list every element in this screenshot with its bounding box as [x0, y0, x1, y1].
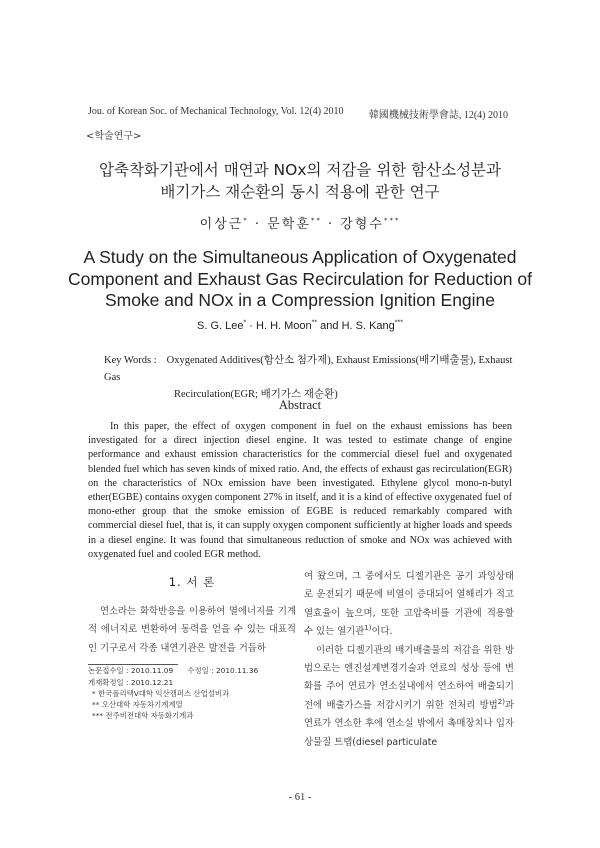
footnote-divider — [88, 664, 178, 665]
citation-1: 1) — [364, 624, 372, 633]
author-ko-1: 이상근 — [199, 217, 244, 232]
korean-title-line2: 배기가스 재순환의 동시 적용에 관한 연구 — [160, 183, 440, 201]
journal-header-ko: 韓國機械技術學會誌, 12(4) 2010 — [368, 110, 508, 121]
article-category: <학술연구> — [86, 131, 142, 142]
citation-2: 2) — [497, 697, 505, 706]
intro-p2-end: 과 연료가 연소한 후에 연소실 밖에서 촉매장치나 입자상물질 트랩(diesel particulate — [304, 699, 514, 748]
affiliation-3: *** 전주비전대학 자동화기계과 — [92, 711, 194, 720]
intro-p2-text: 이러한 디젤기관의 배기배출물의 저감을 위한 방법으로는 엔진설계변경기술과 연료의 성상 등에 변화를 주어 연료가 연소실내에서 연소하여 배출되기 전에 배출가스를 저감시키기 위한 전처리 방법 — [304, 644, 514, 711]
accepted-date: 2010.12.21 — [130, 678, 174, 687]
intro-p1-text: 여 왔으며, 그 중에서도 디젤기관은 공기 과잉상태로 운전되기 때문에 비열이 증대되어 열해리가 적고 열효율이 높으며, 또한 고압축비를 기관에 적용할 수 있는 열기관 — [304, 571, 514, 638]
author-en-1-mark: * — [243, 319, 247, 327]
korean-title-line1: 압축착화기관에서 매연과 NOx의 저감을 위한 함산소성분과 — [99, 161, 501, 179]
footnote-dates-line2 — [88, 678, 303, 688]
abstract-body: In this paper, the effect of oxygen component in fuel on the exhaust emissions has been investigated for a direct injection diesel engine. It was tested to estimate change of engine performance and exhaust emission characteristics for the commercial diesel fuel and oxygenated blended fuel which has seven kinds of mixed ratio. And, the effects of exhaust gas recirculation(EGR) on the characteristics of NOx emission have been investigated. Ethylene glycol mono-n-butyl ether(EGBE) contains oxygen component 27% in itself, and it is a kind of effective oxygenated fuel of mono-ether group that the smoke emission of EGBE is reduced remarkably compared with commercial diesel fuel, that is, it can supply oxygen component sufficiently at higher loads and speeds in a diesel engine. It was found that simultaneous reduction of smoke and NOx was achieved with oxygenated fuel and cooled EGR method. — [88, 421, 512, 560]
footnote-dates-line1 — [88, 666, 303, 676]
keywords-line2: Recirculation(EGR; 배기가스 재순환) — [174, 389, 338, 400]
author-en-1: S. G. Lee — [197, 320, 244, 332]
author-ko-separator: · — [248, 217, 268, 232]
english-title-line3: Smoke and NOx in a Compression Ignition Engine — [104, 290, 496, 310]
english-authors — [0, 320, 600, 332]
intro-paragraph-1 — [304, 568, 514, 642]
author-ko-1-mark: * — [243, 216, 249, 225]
author-ko-2-mark: ** — [310, 216, 322, 225]
author-ko-3: 강형수 — [340, 217, 384, 232]
keywords-line1: Oxygenated Additives(함산소 첨가제), Exhaust Emissions(배기배출물), Exhaust Gas — [104, 355, 513, 383]
section-1-title: 1. 서 론 — [168, 575, 216, 589]
intro-right-column — [304, 568, 514, 752]
received-date: 2010.11.09 — [130, 666, 174, 675]
affiliation-1: * 한국폴리텍V대학 익산캠퍼스 산업설비과 — [92, 689, 230, 698]
english-title-line2: Component and Exhaust Gas Recirculation for Reduction of — [67, 269, 532, 289]
accepted-label: 게재확정일 : — [88, 678, 131, 687]
affiliation-2: ** 오산대학 자동차기계계열 — [92, 700, 183, 709]
author-en-2-mark: ** — [311, 319, 318, 327]
keywords-label: Key Words : — [104, 355, 157, 366]
journal-header-en: Jou. of Korean Soc. of Mechanical Technology, Vol. 12(4) 2010 — [88, 106, 344, 117]
revised-label: 수정일 : — [187, 666, 216, 675]
intro-left-column: 연소라는 화학반응을 이용하여 열에너지를 기계적 에너지로 변환하여 동력을 얻을 수 있는 대표적인 기구로서 각종 내연기관은 발전을 거듭하 — [88, 606, 296, 654]
keywords — [104, 352, 524, 403]
author-ko-separator: · — [321, 217, 341, 232]
abstract-title: Abstract — [278, 398, 322, 412]
author-ko-2: 문학훈 — [267, 217, 311, 232]
author-en-separator: and — [317, 320, 342, 332]
page-number: - 61 - — [288, 792, 312, 803]
english-title-line1: A Study on the Simultaneous Application of Oxygenated — [83, 247, 517, 267]
author-en-3: H. S. Kang — [341, 320, 395, 332]
author-en-2: H. H. Moon — [256, 320, 312, 332]
received-label: 논문접수일 : — [88, 666, 131, 675]
author-en-3-mark: *** — [394, 319, 403, 327]
intro-paragraph-2 — [304, 642, 514, 752]
author-ko-3-mark: *** — [383, 216, 401, 225]
korean-authors — [0, 213, 600, 232]
author-en-separator: · — [246, 320, 257, 332]
revised-date: 2010.11.36 — [215, 666, 259, 675]
intro-p1-end: 이다. — [371, 626, 393, 638]
